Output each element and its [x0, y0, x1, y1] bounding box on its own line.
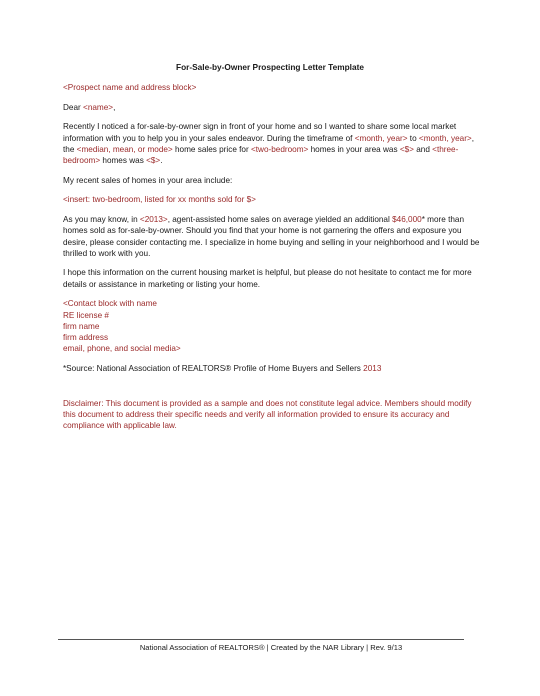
- prospect-address-block: <Prospect name and address block>: [63, 83, 197, 92]
- p1-two-bedroom-placeholder: <two-bedroom>: [250, 144, 309, 154]
- source-note: [63, 363, 481, 374]
- p1-text-4: home sales price for: [172, 144, 251, 154]
- footer-text: National Association of REALTORS® | Created by the NAR Library | Rev. 9/13: [139, 643, 403, 652]
- p1-text-7: homes was: [100, 156, 147, 166]
- salutation: [63, 102, 481, 113]
- p1-text-5: homes in your area was: [308, 144, 400, 154]
- p1-month-year-end: <month, year>: [418, 133, 472, 143]
- recent-sales-insert: <insert: two-bedroom, listed for xx months sold for $>: [63, 195, 256, 205]
- salutation-comma: ,: [113, 102, 116, 112]
- p1-text-1: Recently I noticed a for-sale-by-owner sign in front of your home and so I wanted to share some local market information with you to help you in your sales endeavor. During the timeframe of: [63, 122, 457, 143]
- p1-price-placeholder-1: <$>: [399, 144, 414, 154]
- contact-firm-name-line: firm name: [63, 321, 100, 331]
- paragraph-market-info: [63, 121, 481, 166]
- letter-body: [63, 82, 481, 440]
- contact-license-line: RE license #: [63, 310, 109, 320]
- salutation-name-placeholder: <name>: [83, 102, 114, 112]
- p2-text-1: As you may know, in: [63, 215, 140, 225]
- p1-three-bedroom-placeholder: <three-bedroom>: [63, 144, 459, 166]
- footer-divider: [58, 639, 464, 640]
- p1-text-3: , the: [63, 133, 474, 154]
- p2-text-2: , agent-assisted home sales on average yielded an additional: [167, 215, 393, 225]
- p1-text-2: to: [407, 133, 419, 143]
- p1-text-8: .: [160, 156, 163, 166]
- p1-statistic-placeholder: <median, mean, or mode>: [76, 144, 173, 154]
- p1-price-placeholder-2: <$>: [146, 156, 161, 166]
- disclaimer: Disclaimer: This document is provided as a sample and does not constitute legal advice. Members should modify this document to address their specific needs and verify all information provided to ensure its accuracy and compliance with applicable law.: [63, 399, 472, 431]
- paragraph-closing: I hope this information on the current housing market is helpful, but please do not hesitate to contact me for more details or assistance in marketing or listing your home.: [63, 268, 472, 289]
- salutation-text: Dear: [63, 102, 84, 112]
- recent-sales-intro: My recent sales of homes in your area include:: [63, 175, 233, 185]
- paragraph-agent-assisted: [63, 214, 481, 259]
- contact-email-phone-line: email, phone, and social media>: [63, 344, 181, 354]
- p1-month-year-start: <month, year>: [354, 133, 408, 143]
- document-title: For-Sale-by-Owner Prospecting Letter Template: [176, 62, 364, 72]
- source-text: *Source: National Association of REALTORS® Profile of Home Buyers and Sellers: [63, 363, 364, 373]
- p2-text-3: * more than homes sold as for-sale-by-owner. Should you find that your home is not garnering the offers and exposure you desire, please consider contacting me. I specialize in home buying and selling in your neighborhood and I would be thrilled to work with you.: [63, 215, 480, 258]
- p2-year-placeholder: <2013>: [139, 215, 168, 225]
- contact-name-line: <Contact block with name: [63, 299, 157, 309]
- p2-amount: $46,000: [392, 215, 422, 225]
- p1-text-6: and: [413, 144, 433, 154]
- contact-firm-address-line: firm address: [63, 332, 109, 342]
- contact-block: [63, 298, 481, 354]
- source-year: 2013: [363, 363, 382, 373]
